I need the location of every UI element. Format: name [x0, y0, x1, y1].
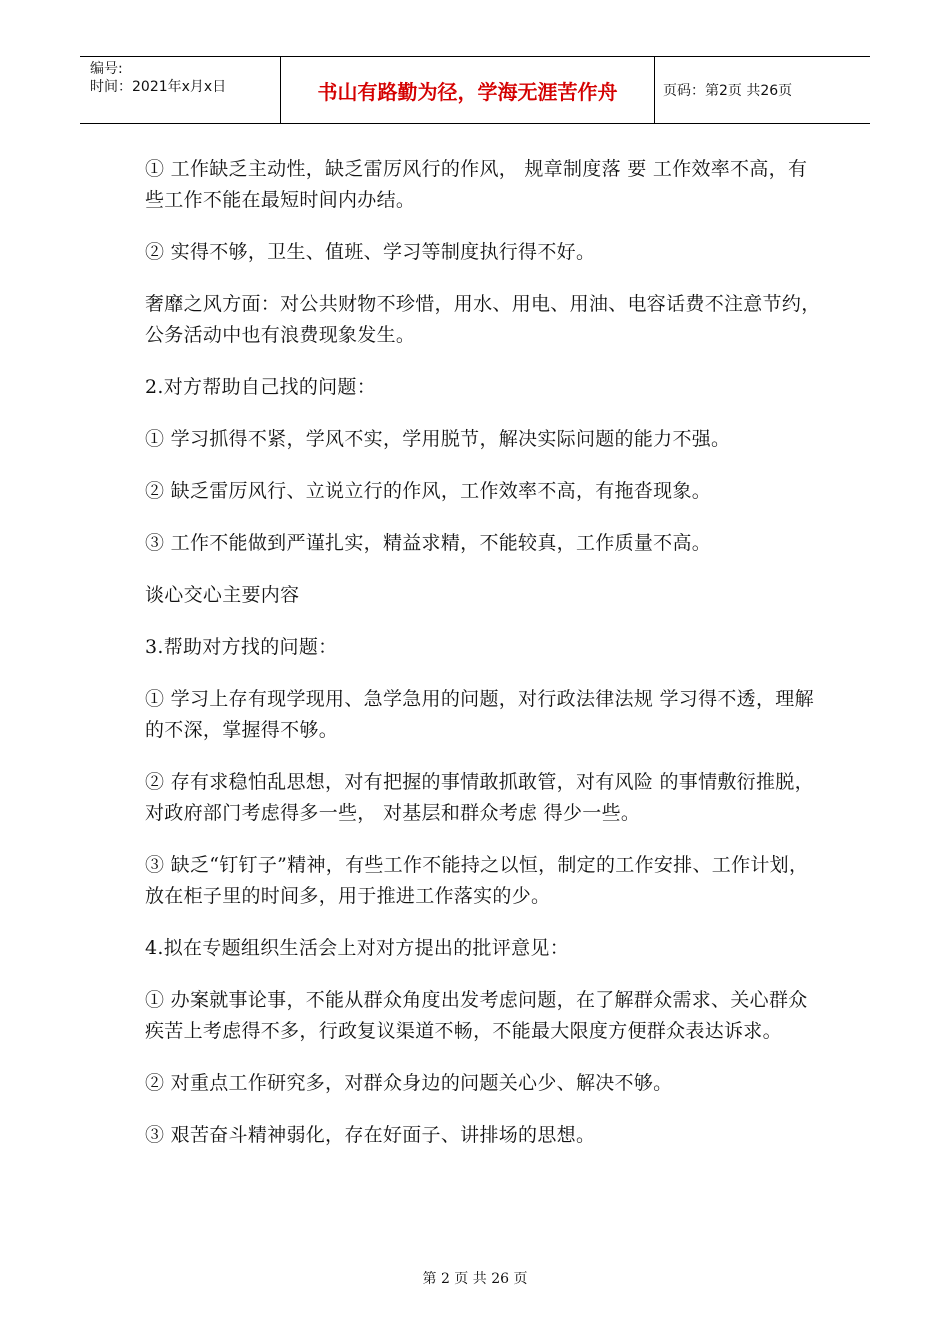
paragraph: ② 对重点工作研究多，对群众身边的问题关心少、解决不够。	[145, 1072, 673, 1094]
paragraph: ② 缺乏雷厉风行、立说立行的作风，工作效率不高，有拖沓现象。	[145, 480, 712, 502]
paragraph: ① 办案就事论事，不能从群众角度出发考虑问题，在了解群众需求、关心群众疾苦上考虑得不多，行政复议渠道不畅，不能最大限度方便群众表达诉求。	[145, 989, 808, 1042]
section-heading: 谈心交心主要内容	[145, 584, 300, 606]
section-heading: 4.拟在专题组织生活会上对对方提出的批评意见：	[145, 937, 570, 959]
document-body	[145, 154, 825, 1172]
paragraph: ① 学习抓得不紧，学风不实，学用脱节，解决实际问题的能力不强。	[145, 428, 731, 450]
header-page-info: 页码：第2页 共26页	[663, 83, 793, 99]
paragraph: ② 实得不够，卫生、值班、学习等制度执行得不好。	[145, 241, 596, 263]
section-heading: 3.帮助对方找的问题：	[145, 636, 338, 658]
page-header	[80, 56, 870, 124]
paragraph: ① 学习上存有现学现用、急学急用的问题，对行政法律法规 学习得不透，理解的不深，掌握得不够。	[145, 688, 814, 741]
paragraph: ③ 艰苦奋斗精神弱化，存在好面子、讲排场的思想。	[145, 1124, 596, 1146]
paragraph: ② 存有求稳怕乱思想，对有把握的事情敢抓敢管，对有风险 的事情敷衍推脱，对政府部门考虑得多一些， 对基层和群众考虑 得少一些。	[145, 771, 814, 824]
paragraph: ③ 缺乏“钉钉子”精神，有些工作不能持之以恒，制定的工作安排、工作计划，放在柜子里的时间多，用于推进工作落实的少。	[145, 854, 809, 907]
header-motto: 书山有路勤为径，学海无涯苦作舟	[281, 57, 655, 123]
paragraph: ① 工作缺乏主动性，缺乏雷厉风行的作风， 规章制度落 要 工作效率不高，有些工作不能在最短时间内办结。	[145, 158, 808, 211]
document-number-label: 编号:	[90, 61, 123, 77]
page-footer: 第 2 页 共 26 页	[422, 1271, 528, 1287]
paragraph: ③ 工作不能做到严谨扎实，精益求精，不能较真，工作质量不高。	[145, 532, 712, 554]
section-heading: 2.对方帮助自己找的问题：	[145, 376, 377, 398]
header-meta	[80, 57, 281, 123]
document-time-label: 时间：2021年x月x日	[90, 79, 227, 95]
paragraph: 奢靡之风方面：对公共财物不珍惜，用水、用电、用油、电容话费不注意节约，公务活动中也有浪费现象发生。	[145, 293, 821, 346]
